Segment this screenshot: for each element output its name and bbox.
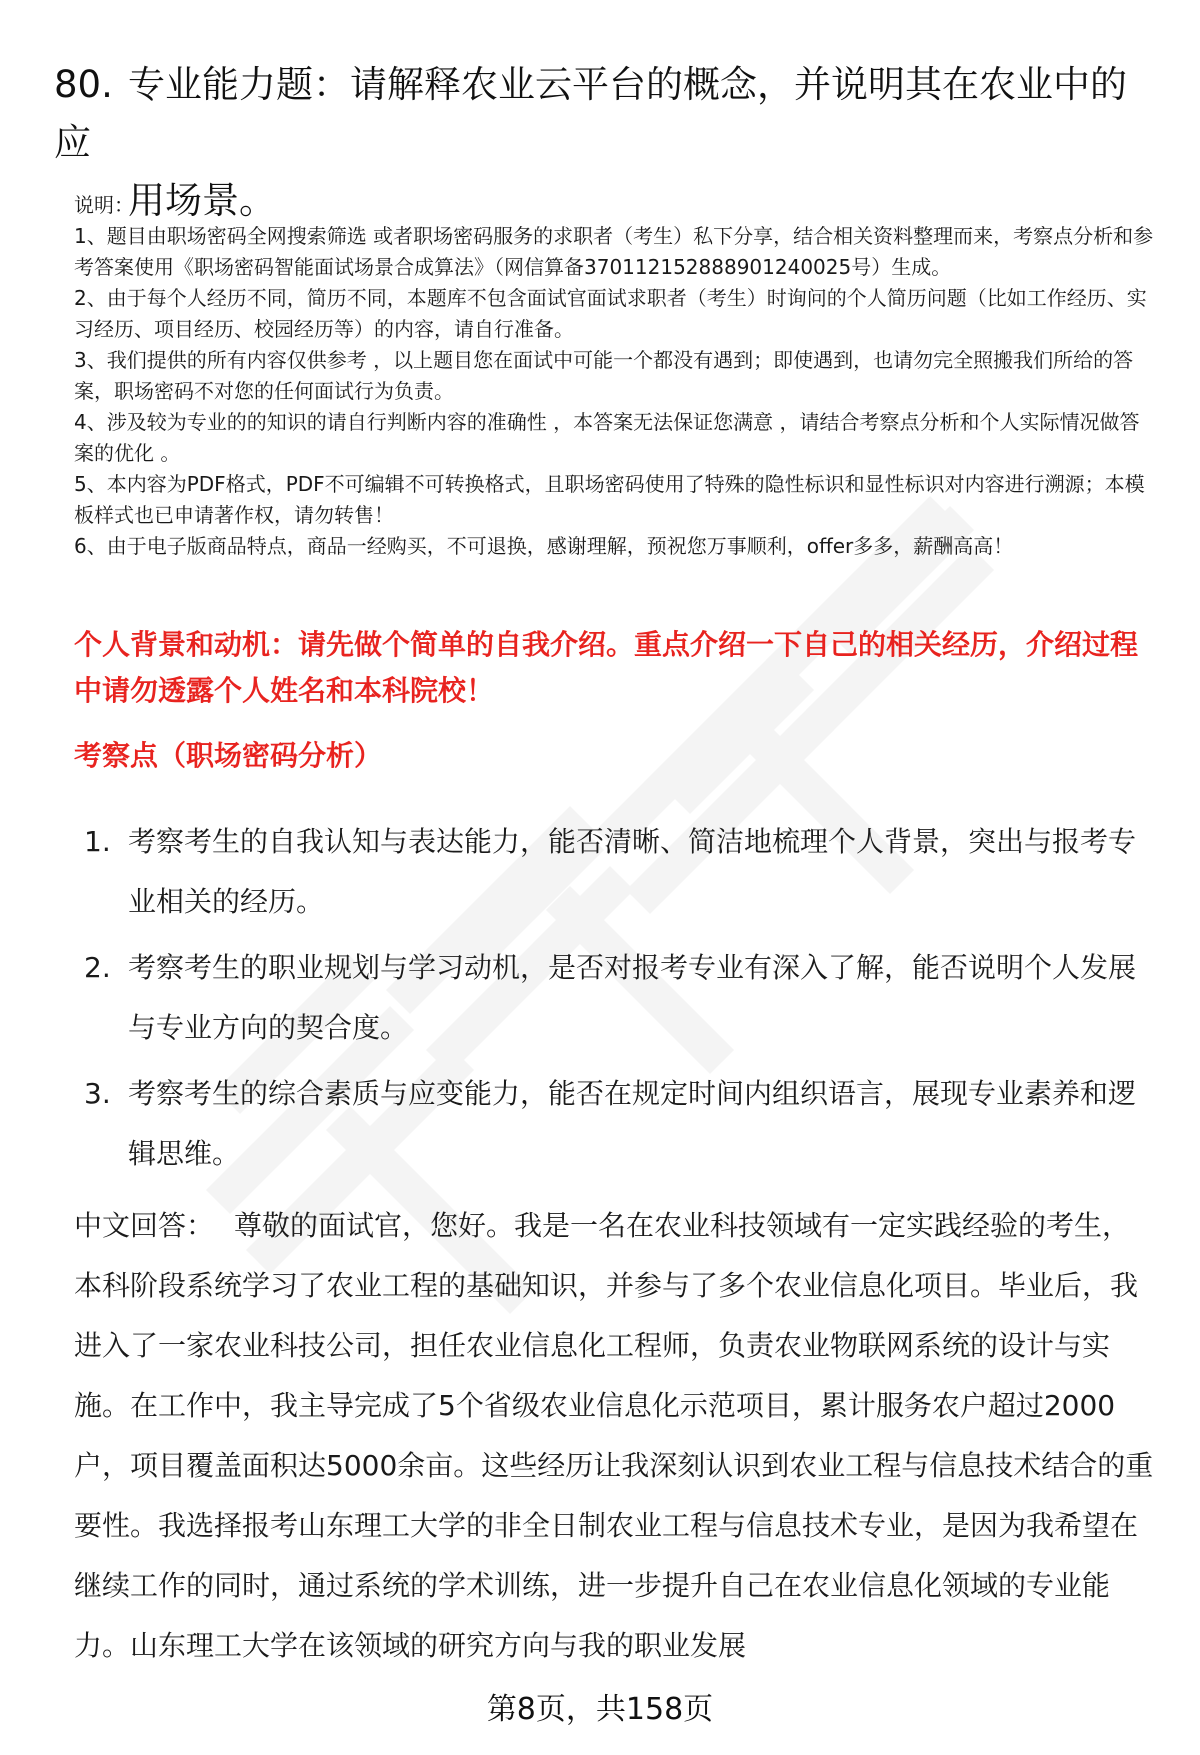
question-number: 80. — [54, 63, 113, 106]
question-text: 专业能力题：请解释农业云平台的概念，并说明其在农业中的应 — [54, 63, 1127, 164]
page-number: 第8页，共158页 — [486, 1692, 714, 1727]
answer-lead: 中文回答： — [74, 1209, 215, 1242]
answer-text: 尊敬的面试官，您好。我是一名在农业科技领域有一定实践经验的考生，本科阶段系统学习了农业工程的基础知识，并参与了多个农业信息化项目。毕业后，我进入了一家农业科技公司，担任农业信息化工程师，负责农业物联网系统的设计与实施。在工作中，我主导完成了5个省级农业信息化示范项目，累计服务农户超过2000户，项目覆盖面积达5000余亩。这些经历让我深刻认识到农业工程与信息技术结合的重要性。我选择报考山东理工大学的非全日制农业工程与信息技术专业，是因为我希望在继续工作的同时，通过系统的学术训练，进一步提升自己在农业信息化领域的专业能力。山东理工大学在该领域的研究方向与我的职业发展 — [74, 1209, 1154, 1662]
answer-paragraph — [74, 1196, 1154, 1676]
note-item: 5、本内容为PDF格式，PDF不可编辑不可转换格式，且职场密码使用了特殊的隐性标识和显性标识对内容进行溯源；本模板样式也已申请著作权，请勿转售！ — [74, 472, 1145, 527]
analysis-points-list — [84, 812, 1154, 1190]
note-item: 6、由于电子版商品特点，商品一经购买，不可退换，感谢理解，预祝您万事顺利，offer多多，薪酬高高！ — [74, 534, 1014, 558]
notes-heading: 说明： — [74, 193, 134, 217]
analysis-point-text: 考察考生的综合素质与应变能力，能否在规定时间内组织语言，展现专业素养和逻辑思维。 — [128, 1077, 1137, 1170]
analysis-point — [84, 812, 1154, 932]
analysis-point-index: 1. — [84, 825, 111, 858]
note-item: 1、题目由职场密码全网搜索筛选 或者职场密码服务的求职者（考生）私下分享，结合相关资料整理而来，考察点分析和参考答案使用《职场密码智能面试场景合成算法》（网信算备370112152888901240025号）生成。 — [74, 224, 1154, 279]
notes-block — [74, 190, 1154, 562]
analysis-heading: 考察点（职场密码分析） — [74, 739, 383, 772]
question-text-continued: 用场景。 — [128, 179, 276, 222]
note-item: 4、涉及较为专业的的知识的请自行判断内容的准确性 ，本答案无法保证您满意 ，请结合考察点分析和个人实际情况做答案的优化 。 — [74, 410, 1140, 465]
analysis-point — [84, 938, 1154, 1058]
note-item: 2、由于每个人经历不同，简历不同，本题库不包含面试官面试求职者（考生）时询问的个人简历问题（比如工作经历、实习经历、项目经历、校园经历等）的内容，请自行准备。 — [74, 286, 1147, 341]
analysis-point-text: 考察考生的职业规划与学习动机，是否对报考专业有深入了解，能否说明个人发展与专业方向的契合度。 — [128, 951, 1137, 1044]
analysis-point-index: 2. — [84, 951, 111, 984]
background-prompt: 个人背景和动机：请先做个简单的自我介绍。重点介绍一下自己的相关经历，介绍过程中请勿透露个人姓名和本科院校！ — [74, 628, 1139, 707]
analysis-point — [84, 1064, 1154, 1184]
analysis-point-text: 考察考生的自我认知与表达能力，能否清晰、简洁地梳理个人背景，突出与报考专业相关的经历。 — [128, 825, 1137, 918]
analysis-point-index: 3. — [84, 1077, 111, 1110]
note-item: 3、我们提供的所有内容仅供参考 ，以上题目您在面试中可能一个都没有遇到；即使遇到，也请勿完全照搬我们所给的答案，职场密码不对您的任何面试行为负责。 — [74, 348, 1134, 403]
